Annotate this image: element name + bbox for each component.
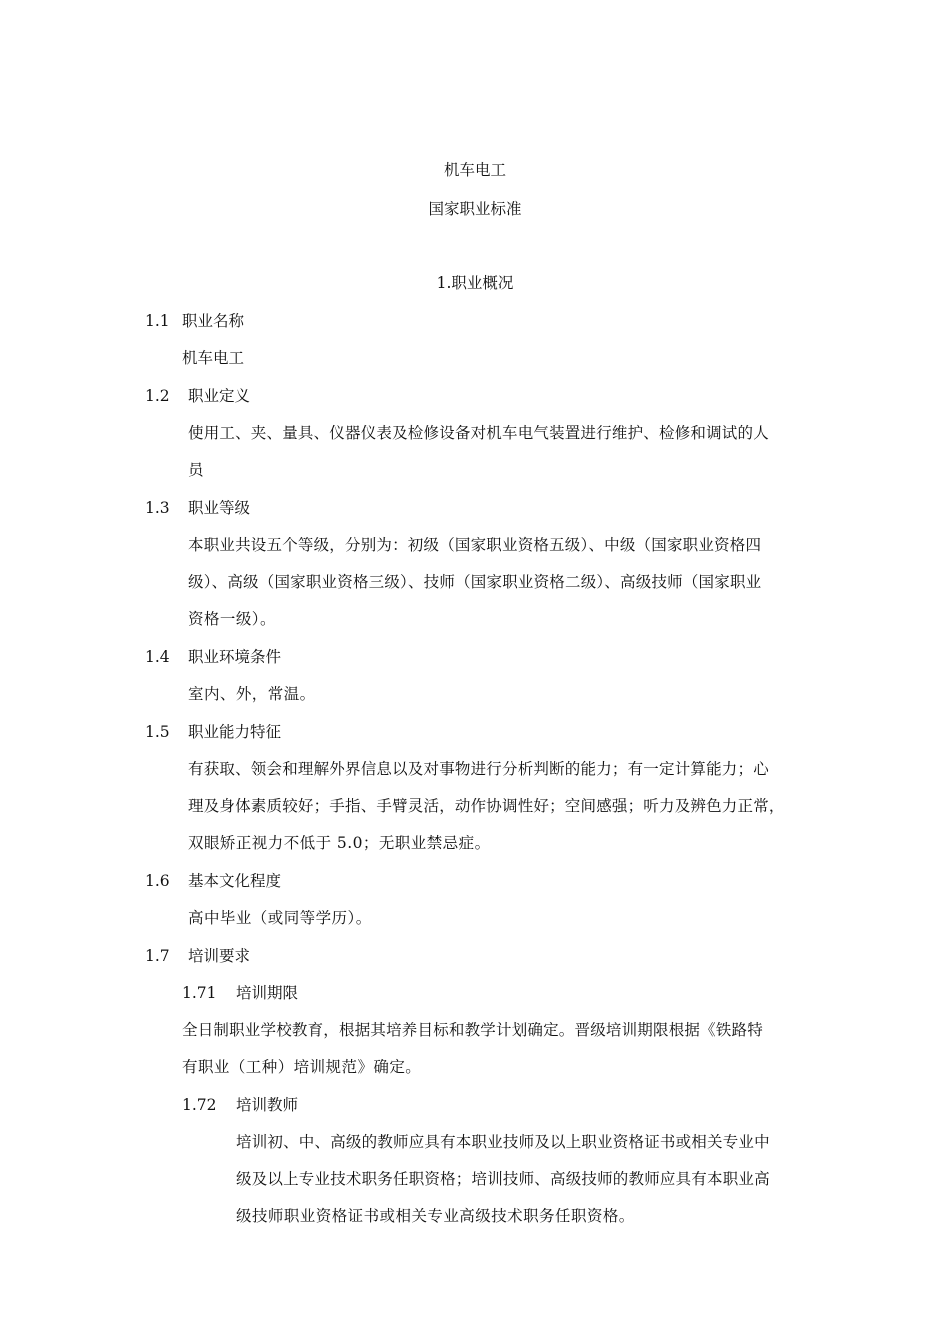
section-number: 1.3 bbox=[145, 499, 170, 517]
section-heading: 职业等级 bbox=[188, 499, 251, 517]
section-heading: 职业能力特征 bbox=[188, 723, 282, 741]
paragraph-line: 双眼矫正视力不低于 5.0；无职业禁忌症。 bbox=[188, 834, 491, 852]
chapter-heading: 1.职业概况 bbox=[436, 274, 514, 292]
section-heading: 基本文化程度 bbox=[188, 872, 282, 890]
paragraph-line: 有获取、领会和理解外界信息以及对事物进行分析判断的能力；有一定计算能力；心 bbox=[188, 760, 769, 778]
section-number: 1.1 bbox=[145, 312, 170, 330]
document-subtitle: 国家职业标准 bbox=[428, 200, 522, 218]
section-number: 1.2 bbox=[145, 387, 170, 405]
section-text: 室内、外，常温。 bbox=[188, 685, 316, 703]
subsection-heading: 培训期限 bbox=[236, 984, 299, 1002]
section-number: 1.6 bbox=[145, 872, 170, 890]
paragraph-line: 全日制职业学校教育，根据其培养目标和教学计划确定。晋级培训期限根据《铁路特 bbox=[182, 1021, 763, 1039]
paragraph-line: 培训初、中、高级的教师应具有本职业技师及以上职业资格证书或相关专业中 bbox=[236, 1133, 770, 1151]
paragraph-line: 理及身体素质较好；手指、手臂灵活，动作协调性好；空间感强；听力及辨色力正常， bbox=[188, 797, 785, 815]
section-heading: 职业环境条件 bbox=[188, 648, 282, 666]
section-heading: 职业名称 bbox=[182, 312, 245, 330]
section-number: 1.4 bbox=[145, 648, 170, 666]
paragraph-line: 使用工、夹、量具、仪器仪表及检修设备对机车电气装置进行维护、检修和调试的人 bbox=[188, 424, 769, 442]
paragraph-line: 级及以上专业技术职务任职资格；培训技师、高级技师的教师应具有本职业高 bbox=[236, 1170, 770, 1188]
paragraph-line: 级）、高级（国家职业资格三级）、技师（国家职业资格二级）、高级技师（国家职业 bbox=[188, 573, 762, 591]
section-heading: 培训要求 bbox=[188, 947, 251, 965]
document-title: 机车电工 bbox=[443, 161, 506, 179]
paragraph-line: 级技师职业资格证书或相关专业高级技术职务任职资格。 bbox=[236, 1207, 635, 1225]
paragraph-line: 有职业（工种）培训规范》确定。 bbox=[182, 1058, 422, 1076]
paragraph-line: 员 bbox=[188, 461, 204, 479]
paragraph-line: 本职业共设五个等级，分别为：初级（国家职业资格五级）、中级（国家职业资格四 bbox=[188, 536, 762, 554]
subsection-number: 1.71 bbox=[182, 984, 217, 1002]
section-heading: 职业定义 bbox=[188, 387, 251, 405]
subsection-heading: 培训教师 bbox=[236, 1096, 299, 1114]
section-text: 高中毕业（或同等学历）。 bbox=[188, 909, 372, 927]
section-number: 1.7 bbox=[145, 947, 170, 965]
subsection-number: 1.72 bbox=[182, 1096, 217, 1114]
section-text: 机车电工 bbox=[182, 349, 245, 367]
paragraph-line: 资格一级）。 bbox=[188, 610, 276, 628]
section-number: 1.5 bbox=[145, 723, 170, 741]
